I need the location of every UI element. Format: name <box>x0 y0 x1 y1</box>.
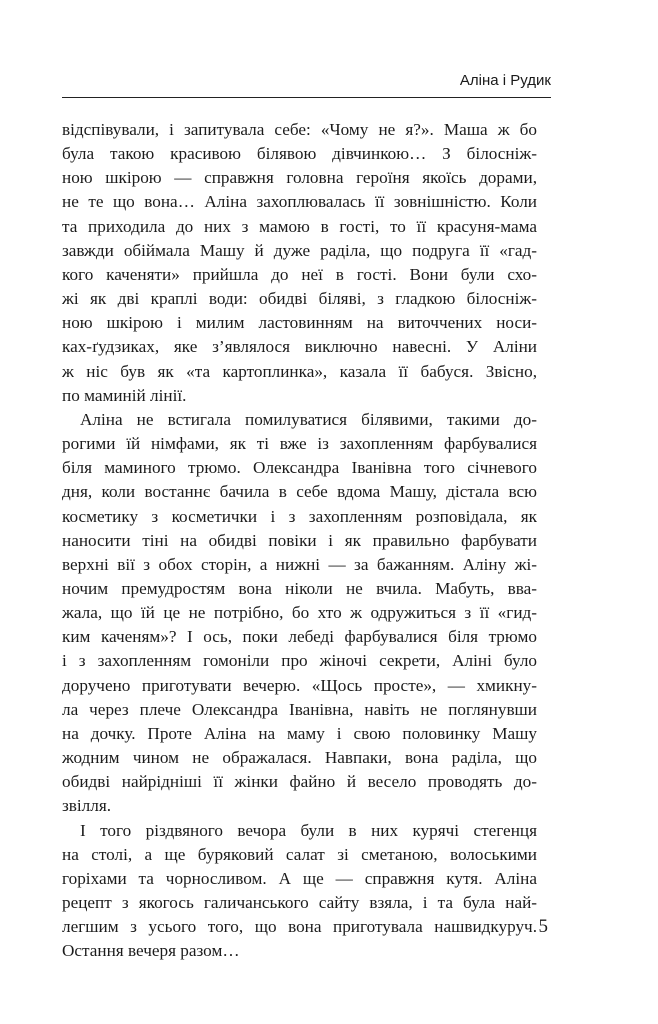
paragraph <box>62 819 537 964</box>
text-line: ночим премудростям вона ніколи не вчила. Мабуть, вва- <box>62 578 537 598</box>
text-line: жала, що їй це не потрібно, бо хто ж одружиться з її «гид- <box>62 603 537 623</box>
text-line: на столі, а ще буряковий салат зі сметаною, волоськими <box>62 844 537 864</box>
text-line: ною шкірою і милим ластовинням на виточчених носи- <box>62 313 537 333</box>
text-line: ною шкірою — справжня головна героїня якоїсь дорами, <box>62 168 537 188</box>
page-number: 5 <box>538 916 548 937</box>
paragraph <box>62 408 537 819</box>
text-line: кого каченяти» прийшла до неї в гості. Вони були схо- <box>62 264 537 284</box>
paragraph <box>62 118 537 408</box>
text-line: наносити тіні на обидві повіки і як правильно фарбувати <box>62 530 537 550</box>
text-line: по маминій лінії. <box>62 385 187 405</box>
text-line: та приходила до них з мамою в гості, то її красуня-мама <box>62 216 537 236</box>
text-line: не те що вона… Аліна захоплювалась її зовнішністю. Коли <box>62 192 537 212</box>
text-line: жі як дві краплі води: обидві біляві, з гладкою білосніж- <box>62 289 537 309</box>
text-line: звілля. <box>62 796 112 816</box>
text-line: дня, коли востаннє бачила в себе вдома Машу, дістала всю <box>62 482 537 502</box>
text-line: завжди обіймала Машу й дуже раділа, що подруга її «гад- <box>62 240 537 260</box>
text-line: була такою красивою білявою дівчинкою… З білосніж- <box>62 144 537 164</box>
text-line: і з захопленням гомоніли про жіночі секрети, Аліні було <box>62 651 537 671</box>
text-line: верхні вії з обох сторін, а нижні — за бажанням. Аліну жі- <box>62 554 537 574</box>
text-line: на дочку. Проте Аліна на маму і свою половинку Машу <box>62 723 537 743</box>
text-line: ла через плече Олександра Іванівна, навіть не поглянувши <box>62 699 537 719</box>
text-line: обидві найрідніші її жінки файно й весело проводять до- <box>62 772 537 792</box>
text-line: рогими їй німфами, як ті вже із захопленням фарбувалися <box>62 434 537 454</box>
text-line: Остання вечеря разом… <box>62 941 240 961</box>
running-head-title: Аліна і Рудик <box>459 72 551 89</box>
text-line: Аліна не встигала помилуватися білявими, такими до- <box>80 409 537 429</box>
text-line: І того різдвяного вечора були в них курячі стегенця <box>80 820 537 840</box>
header-rule <box>62 97 551 98</box>
text-line: доручено приготувати вечерю. «Щось просте», — хмикну- <box>62 675 537 695</box>
text-line: відспівували, і запитувала себе: «Чому не я?». Маша ж бо <box>62 120 537 139</box>
text-line: горіхами та чорносливом. А ще — справжня кутя. Аліна <box>62 868 537 888</box>
text-line: ж ніс був як «та картоплинка», казала її бабуся. Звісно, <box>62 361 537 381</box>
text-line: біля маминого трюмо. Олександра Іванівна того січневого <box>62 458 537 478</box>
body-text <box>62 118 537 963</box>
text-line: рецепт з якогось галичанського сайту взяла, і та була най- <box>62 893 537 912</box>
text-line: жодним чином не ображалася. Навпаки, вона раділа, що <box>62 748 537 768</box>
text-line: ках-ґудзиках, яке з’являлося виключно навесні. У Аліни <box>62 337 537 357</box>
text-line: ким каченям»? І ось, поки лебеді фарбувалися біля трюмо <box>62 627 537 647</box>
text-line: косметику з косметички і з захопленням розповідала, як <box>62 506 537 526</box>
text-line: легшим з усього того, що вона приготувала нашвидкуруч. <box>62 917 537 937</box>
